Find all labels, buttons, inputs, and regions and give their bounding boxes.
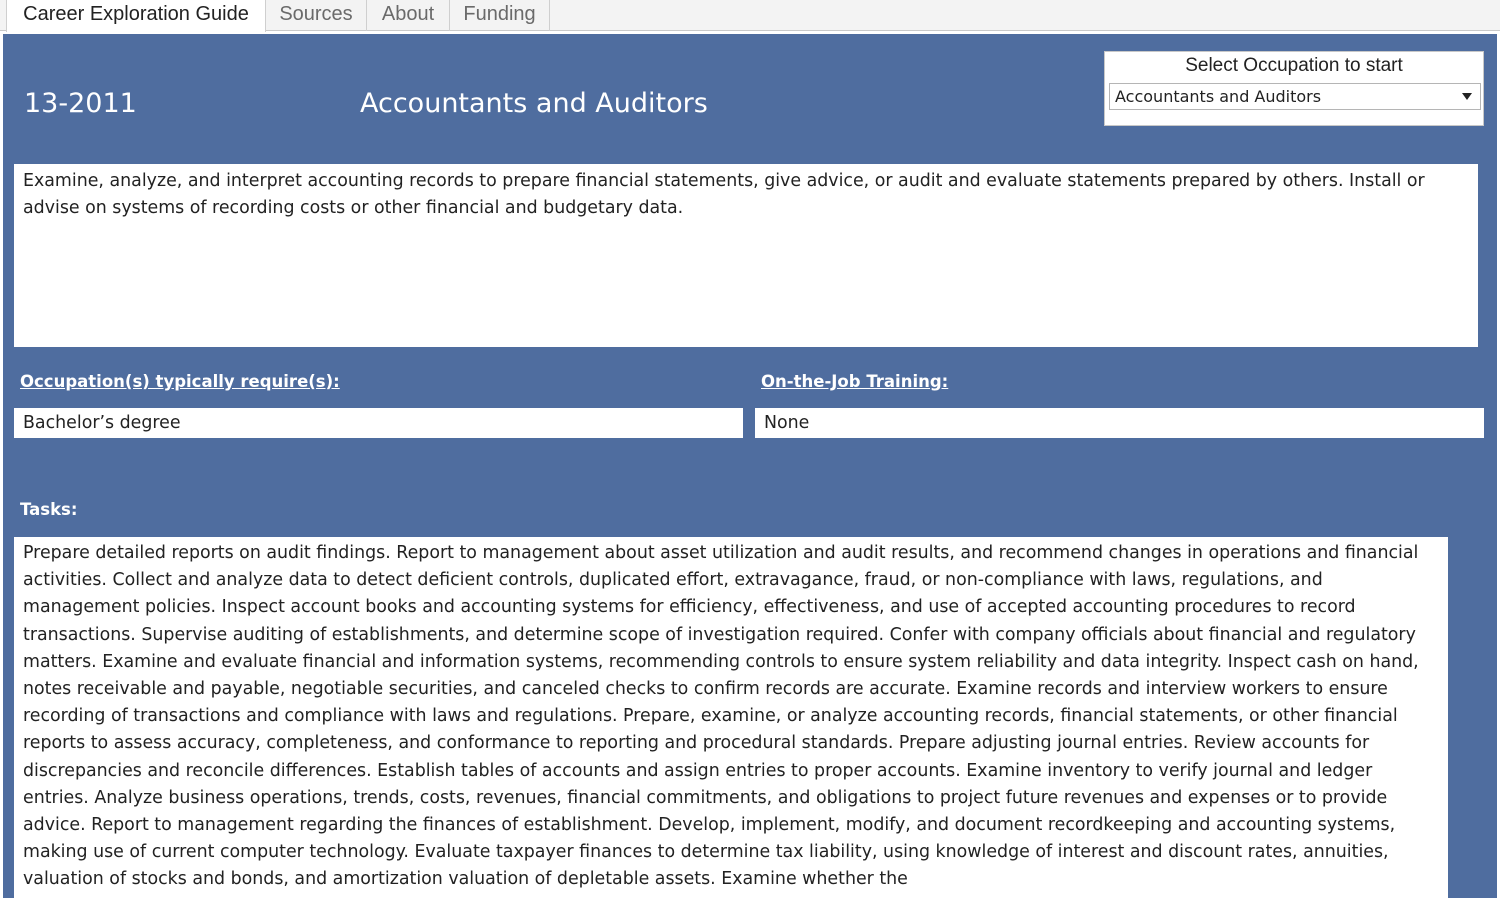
selector-label: Select Occupation to start bbox=[1185, 55, 1403, 76]
occupation-title: Accountants and Auditors bbox=[360, 88, 708, 119]
chevron-down-icon bbox=[1462, 93, 1472, 100]
education-requirement-link[interactable]: Occupation(s) typically require(s): bbox=[20, 372, 340, 391]
tab-bar bbox=[0, 0, 1500, 31]
tab-career-exploration-guide[interactable]: Career Exploration Guide bbox=[6, 0, 266, 32]
tasks-heading: Tasks: bbox=[20, 500, 78, 519]
occupation-code: 13-2011 bbox=[24, 88, 137, 119]
education-requirement-value: Bachelor’s degree bbox=[14, 408, 743, 438]
on-the-job-training-link[interactable]: On-the-Job Training: bbox=[761, 372, 949, 391]
tab-funding[interactable]: Funding bbox=[450, 0, 550, 31]
tab-sources[interactable]: Sources bbox=[266, 0, 367, 31]
tab-about[interactable]: About bbox=[367, 0, 450, 31]
tasks-text: Prepare detailed reports on audit findings. Report to management about asset utilization and audit results, and recommend changes in operations and financial activities. Collect and analyze data to detect deficient controls, duplicated effort, extravagance, fraud, or non-compliance with laws, regulations, and management policies. Inspect account books and accounting systems for efficiency, effectiveness, and use of accepted accounting procedures to record transactions. Supervise auditing of establishments, and determine scope of investigation required. Confer with company officials about financial and regulatory matters. Examine and evaluate financial and information systems, recommending controls to ensure system reliability and data integrity. Inspect cash on hand, notes receivable and payable, negotiable securities, and canceled checks to confirm records are accurate. Examine records and interview workers to ensure recording of transactions and compliance with laws and regulations. Prepare, examine, or analyze accounting records, financial statements, or other financial reports to assess accuracy, completeness, and conformance to reporting and procedural standards. Prepare adjusting journal entries. Review accounts for discrepancies and reconcile differences. Establish tables of accounts and assign entries to proper accounts. Examine inventory to verify journal and ledger entries. Analyze business operations, trends, costs, revenues, financial commitments, and obligations to project future revenues and expenses or to provide advice. Report to management regarding the finances of establishment. Develop, implement, modify, and document recordkeeping and accounting systems, making use of current computer technology. Evaluate taxpayer finances to determine tax liability, using knowledge of interest and discount rates, annuities, valuation of stocks and bonds, and amortization valuation of depletable assets. Examine whether the bbox=[14, 537, 1448, 898]
on-the-job-training-value: None bbox=[755, 408, 1484, 438]
occupation-dropdown[interactable] bbox=[1109, 83, 1481, 110]
occupation-description: Examine, analyze, and interpret accounting records to prepare financial statements, give advice, or audit and evaluate statements prepared by others. Install or advise on systems of recording costs or other financial and budgetary data. bbox=[14, 164, 1478, 347]
dropdown-value: Accountants and Auditors bbox=[1115, 87, 1322, 106]
occupation-selector bbox=[1104, 51, 1484, 126]
